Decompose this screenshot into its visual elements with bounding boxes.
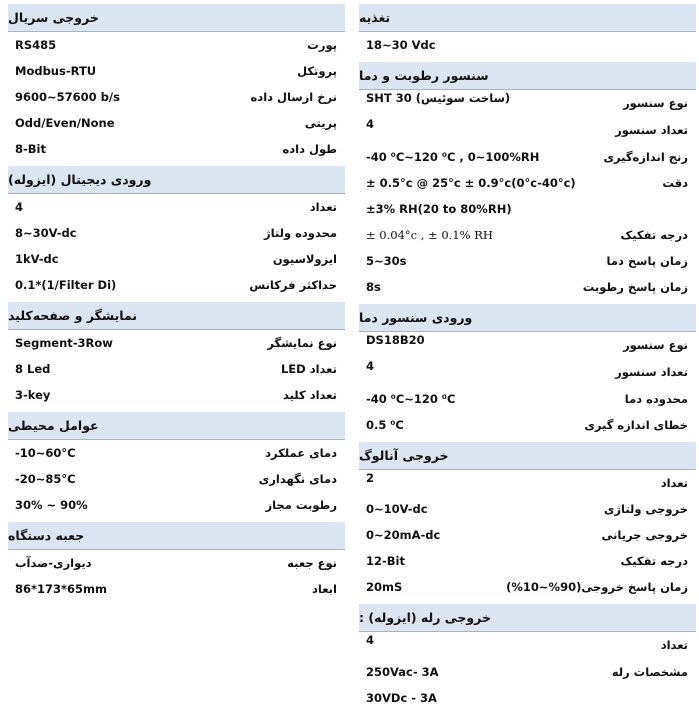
- spec-row: [359, 90, 696, 116]
- spec-value: 4: [15, 200, 24, 214]
- spec-row: [8, 356, 345, 382]
- spec-row: [359, 548, 696, 574]
- spec-label: دقت: [662, 176, 688, 190]
- spec-label: نرخ ارسال داده: [250, 90, 337, 104]
- left-spec-column: [8, 0, 345, 602]
- spec-value: 4: [366, 632, 375, 647]
- spec-value: -20~85°C: [15, 472, 76, 486]
- spec-row: [359, 470, 696, 496]
- spec-row: [8, 110, 345, 136]
- spec-value: Segment-3Row: [15, 336, 113, 350]
- spec-label: درجه تفکیک: [620, 228, 688, 242]
- spec-label: نوع نمایشگر: [267, 336, 337, 350]
- spec-label: تعداد سنسور: [615, 122, 688, 137]
- spec-value: 86*173*65mm: [15, 582, 108, 596]
- spec-label: نوع جعبه: [287, 556, 337, 570]
- spec-label: درجه تفکیک: [620, 554, 688, 568]
- spec-value: 4: [366, 359, 375, 374]
- spec-row-power: [359, 32, 696, 58]
- spec-label: دمای عملکرد: [265, 446, 337, 460]
- spec-label: تعداد: [660, 476, 688, 490]
- spec-label: دمای نگهداری: [258, 472, 337, 486]
- spec-label: خطای اندازه گیری: [584, 418, 688, 432]
- section-header-humidity-temp-sensor: سنسور رطوبت و دما: [359, 62, 696, 90]
- spec-row: [8, 58, 345, 84]
- spec-row: [359, 274, 696, 300]
- spec-value: 20mS: [366, 580, 403, 594]
- spec-value: 8~30V-dc: [15, 226, 77, 240]
- spec-row: [8, 246, 345, 272]
- spec-label: زمان پاسخ خروجی(90%~10%): [506, 580, 688, 594]
- section-header-digital-input: ورودی دیجیتال (ایزوله): [8, 166, 345, 194]
- spec-row: [8, 84, 345, 110]
- section-header-enclosure: جعبه دستگاه: [8, 522, 345, 550]
- spec-row: [359, 385, 696, 412]
- spec-label: مشخصات رله: [611, 664, 688, 679]
- spec-row: [359, 222, 696, 248]
- spec-row: [359, 358, 696, 385]
- spec-label: تعداد: [309, 200, 337, 214]
- spec-row: [359, 522, 696, 548]
- spec-value: 0.5 ⁰C: [366, 418, 404, 432]
- spec-label: تعداد سنسور: [615, 364, 688, 379]
- spec-row: [8, 466, 345, 492]
- spec-value: 5~30s: [366, 254, 407, 268]
- section-header-power: تغذیه: [359, 4, 696, 32]
- spec-value: -40 ⁰C~120 ⁰C: [366, 391, 456, 406]
- spec-label: پروتکل: [297, 64, 337, 78]
- spec-row: [8, 136, 345, 162]
- spec-label: خروجی جریانی: [601, 528, 688, 542]
- spec-value: ±3% RH(20 to 80%RH): [366, 202, 512, 216]
- spec-value: ± 0.5°c @ 25°c ± 0.9°c(0°c-40°c): [366, 176, 576, 190]
- spec-row: [359, 116, 696, 143]
- section-header-relay-output: خروجی رله (ایزوله) :: [359, 604, 696, 632]
- spec-row: [8, 330, 345, 356]
- spec-row: [359, 685, 696, 711]
- spec-row: [8, 382, 345, 408]
- spec-value: 0~10V-dc: [366, 502, 428, 516]
- spec-row: [359, 143, 696, 170]
- spec-value: 0~20mA-dc: [366, 528, 441, 542]
- spec-value: 30VDc - 3A: [366, 691, 437, 705]
- spec-label: زمان پاسخ دما: [606, 254, 688, 268]
- spec-row: [8, 194, 345, 220]
- spec-row: [359, 574, 696, 600]
- spec-label: محدوده دما: [624, 391, 688, 406]
- spec-value: 0.1*(1/Filter Di): [15, 278, 117, 292]
- spec-value: 9600~57600 b/s: [15, 90, 120, 104]
- spec-value: 30% ~ 90%: [15, 498, 88, 512]
- spec-row: [8, 272, 345, 298]
- spec-value: 250Vac- 3A: [366, 664, 439, 679]
- spec-label: تعداد کلید: [282, 388, 337, 402]
- spec-row: [359, 412, 696, 438]
- spec-value: DS18B20: [366, 332, 425, 347]
- spec-row: [359, 332, 696, 358]
- spec-label: ابعاد: [312, 582, 337, 596]
- spec-label: نوع سنسور: [623, 338, 688, 352]
- spec-row: [8, 220, 345, 246]
- spec-row: [359, 170, 696, 196]
- spec-row: [8, 440, 345, 466]
- spec-row: [359, 248, 696, 274]
- spec-label: ایزولاسیون: [272, 252, 337, 266]
- spec-value: 8s: [366, 280, 381, 294]
- spec-label: پریتی: [304, 116, 337, 130]
- spec-row: [359, 496, 696, 522]
- spec-row: [359, 196, 696, 222]
- spec-value: -40 ⁰C~120 ⁰C , 0~100%RH: [366, 149, 540, 164]
- section-header-serial-output: خروجی سریال: [8, 4, 345, 32]
- spec-label: حداکثر فرکانس: [249, 278, 337, 292]
- spec-value: SHT 30 (ساخت سوئیس): [366, 90, 511, 105]
- spec-value: ± 0.04°c , ± 0.1% RH: [366, 228, 493, 242]
- spec-value: 2: [366, 470, 375, 485]
- right-spec-column: [359, 0, 696, 711]
- spec-value: 3-key: [15, 388, 51, 402]
- spec-row: [8, 32, 345, 58]
- spec-label: محدوده ولتاژ: [264, 226, 337, 240]
- spec-value: دیواری-ضدآب: [15, 556, 92, 570]
- section-header-environment: عوامل محیطی: [8, 412, 345, 440]
- spec-row: [359, 632, 696, 658]
- spec-row: [8, 492, 345, 518]
- spec-label: طول داده: [282, 142, 337, 156]
- spec-value: RS485: [15, 38, 57, 52]
- spec-value: 18~30 Vdc: [366, 38, 436, 52]
- spec-value: -10~60°C: [15, 446, 76, 460]
- section-header-temp-sensor-input: ورودی سنسور دما: [359, 304, 696, 332]
- spec-label: خروجی ولتاژی: [603, 502, 688, 516]
- spec-label: نوع سنسور: [623, 96, 688, 110]
- spec-value: 12-Bit: [366, 554, 405, 568]
- spec-value: 8 Led: [15, 362, 51, 376]
- spec-label: زمان پاسخ رطوبت: [582, 280, 688, 294]
- spec-row: [8, 576, 345, 602]
- spec-value: 8-Bit: [15, 142, 46, 156]
- spec-value: 1kV-dc: [15, 252, 59, 266]
- spec-label: رطوبت مجاز: [265, 498, 337, 512]
- spec-label: پورت: [307, 38, 337, 52]
- spec-label: رنج اندازه‌گیری: [603, 149, 688, 164]
- section-header-analog-output: خروجی آنالوگ: [359, 442, 696, 470]
- spec-value: Modbus-RTU: [15, 64, 97, 78]
- spec-label: تعداد LED: [280, 362, 337, 376]
- spec-row: [8, 550, 345, 576]
- spec-label: تعداد: [660, 638, 688, 652]
- spec-value: 4: [366, 117, 375, 132]
- spec-value: Odd/Even/None: [15, 116, 115, 130]
- section-header-display-keypad: نمایشگر و صفحه‌کلید: [8, 302, 345, 330]
- spec-row: [359, 658, 696, 685]
